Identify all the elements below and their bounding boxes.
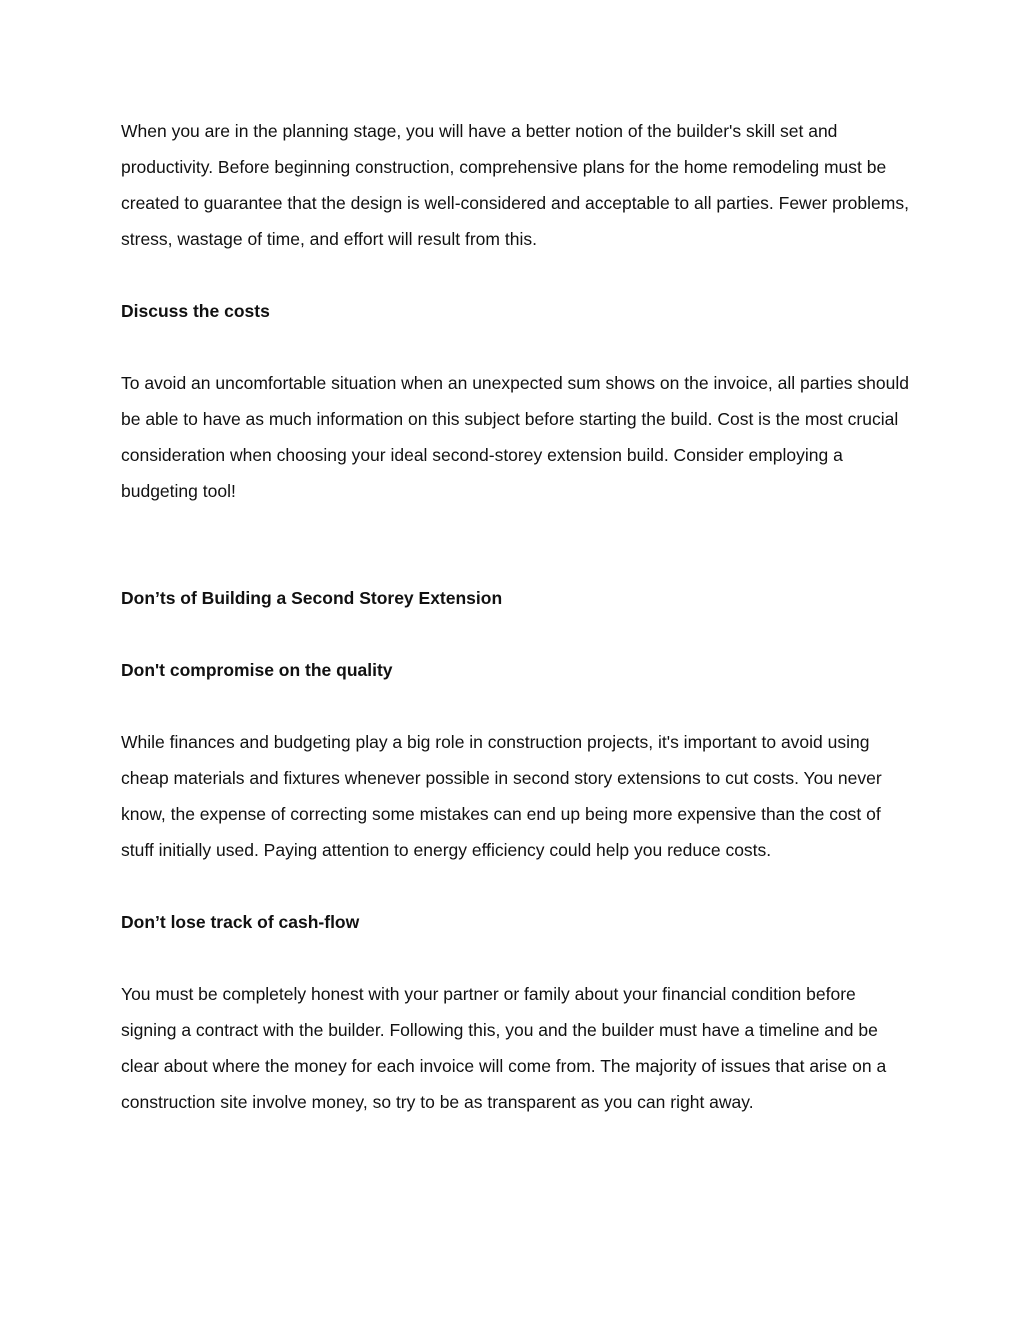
spacer bbox=[121, 616, 911, 652]
spacer bbox=[121, 868, 911, 904]
spacer bbox=[121, 509, 911, 580]
heading-cashflow: Don’t lose track of cash-flow bbox=[121, 912, 360, 932]
heading-donts: Don’ts of Building a Second Storey Extension bbox=[121, 588, 503, 608]
paragraph-planning: When you are in the planning stage, you will have a better notion of the builder's skill set and productivity. Before beginning construction, comprehensive plans for the home remodeling must be created to guarantee that the design is well-considered and acceptable to all parties. Fewer problems, stress, wastage of time, and effort will result from this. bbox=[121, 121, 909, 249]
paragraph-cashflow: You must be completely honest with your partner or family about your financial condition before signing a contract with the builder. Following this, you and the builder must have a timeline and be clear about where the money for each invoice will come from. The majority of issues that arise on a construction site involve money, so try to be as transparent as you can right away. bbox=[121, 984, 887, 1112]
spacer bbox=[121, 688, 911, 724]
document-body bbox=[121, 113, 911, 1120]
paragraph-quality: While finances and budgeting play a big role in construction projects, it's important to avoid using cheap materials and fixtures whenever possible in second story extensions to cut costs. You never know, the expense of correcting some mistakes can end up being more expensive than the cost of stuff initially used. Paying attention to energy efficiency could help you reduce costs. bbox=[121, 732, 882, 860]
spacer bbox=[121, 940, 911, 976]
heading-quality: Don't compromise on the quality bbox=[121, 660, 393, 680]
spacer bbox=[121, 257, 911, 293]
paragraph-costs: To avoid an uncomfortable situation when an unexpected sum shows on the invoice, all parties should be able to have as much information on this subject before starting the build. Cost is the most crucial consideration when choosing your ideal second-storey extension build. Consider employing a budgeting tool! bbox=[121, 373, 909, 501]
heading-discuss-costs: Discuss the costs bbox=[121, 301, 270, 321]
spacer bbox=[121, 329, 911, 365]
